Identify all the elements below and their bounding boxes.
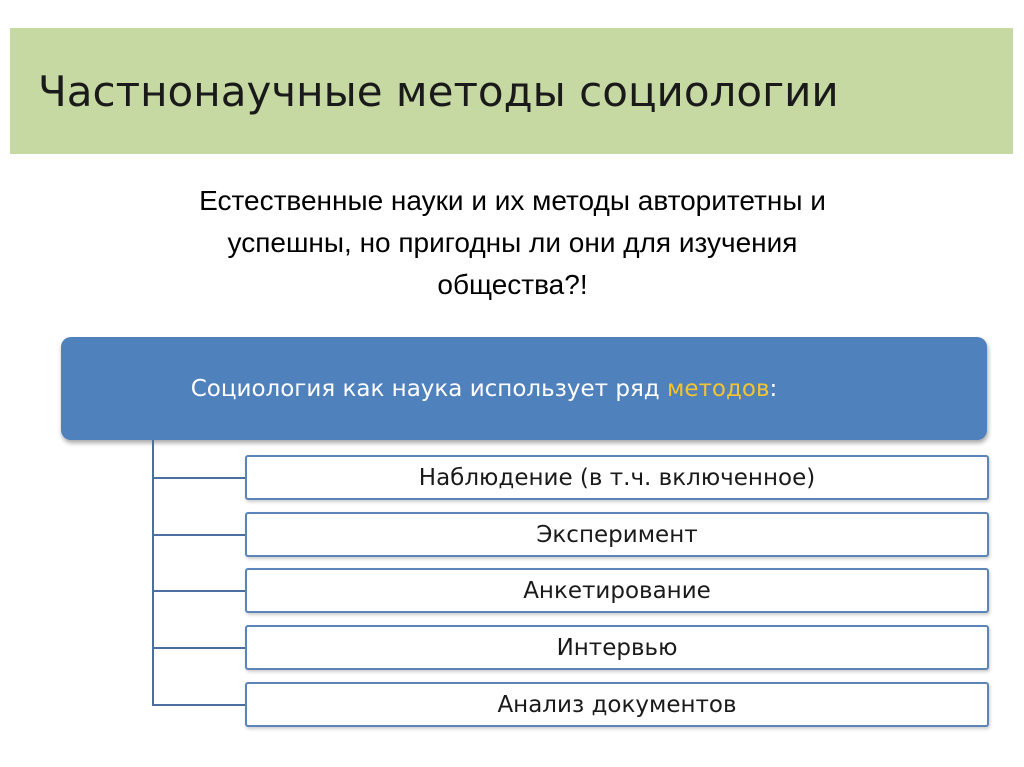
connector-branch-3 (152, 590, 245, 592)
question-line-3: общества?! (437, 269, 588, 300)
question-text (60, 180, 965, 306)
method-item (245, 512, 989, 557)
method-item (245, 568, 989, 613)
slide-title: Частнонаучные методы социологии (38, 66, 839, 116)
question-line-1: Естественные науки и их методы авторитетны и (199, 185, 826, 216)
connector-branch-2 (152, 534, 245, 536)
method-item (245, 682, 989, 727)
connector-vertical (152, 440, 154, 705)
method-label: Наблюдение (в т.ч. включенное) (418, 464, 816, 491)
main-concept-text (191, 376, 778, 402)
connector-branch-5 (152, 704, 245, 706)
main-concept-highlight: методов (667, 375, 770, 402)
main-concept-box (61, 337, 987, 440)
method-item (245, 455, 989, 500)
method-label: Эксперимент (536, 521, 698, 548)
method-label: Интервью (556, 634, 678, 661)
method-item (245, 625, 989, 670)
method-label: Анкетирование (523, 577, 711, 604)
title-bar (10, 28, 1013, 154)
method-label: Анализ документов (497, 691, 737, 718)
connector-branch-1 (152, 477, 245, 479)
main-concept-prefix: Социология как наука использует ряд (190, 375, 668, 402)
question-line-2: успешны, но пригодны ли они для изучения (227, 227, 798, 258)
main-concept-suffix: : (769, 375, 778, 402)
connector-branch-4 (152, 647, 245, 649)
